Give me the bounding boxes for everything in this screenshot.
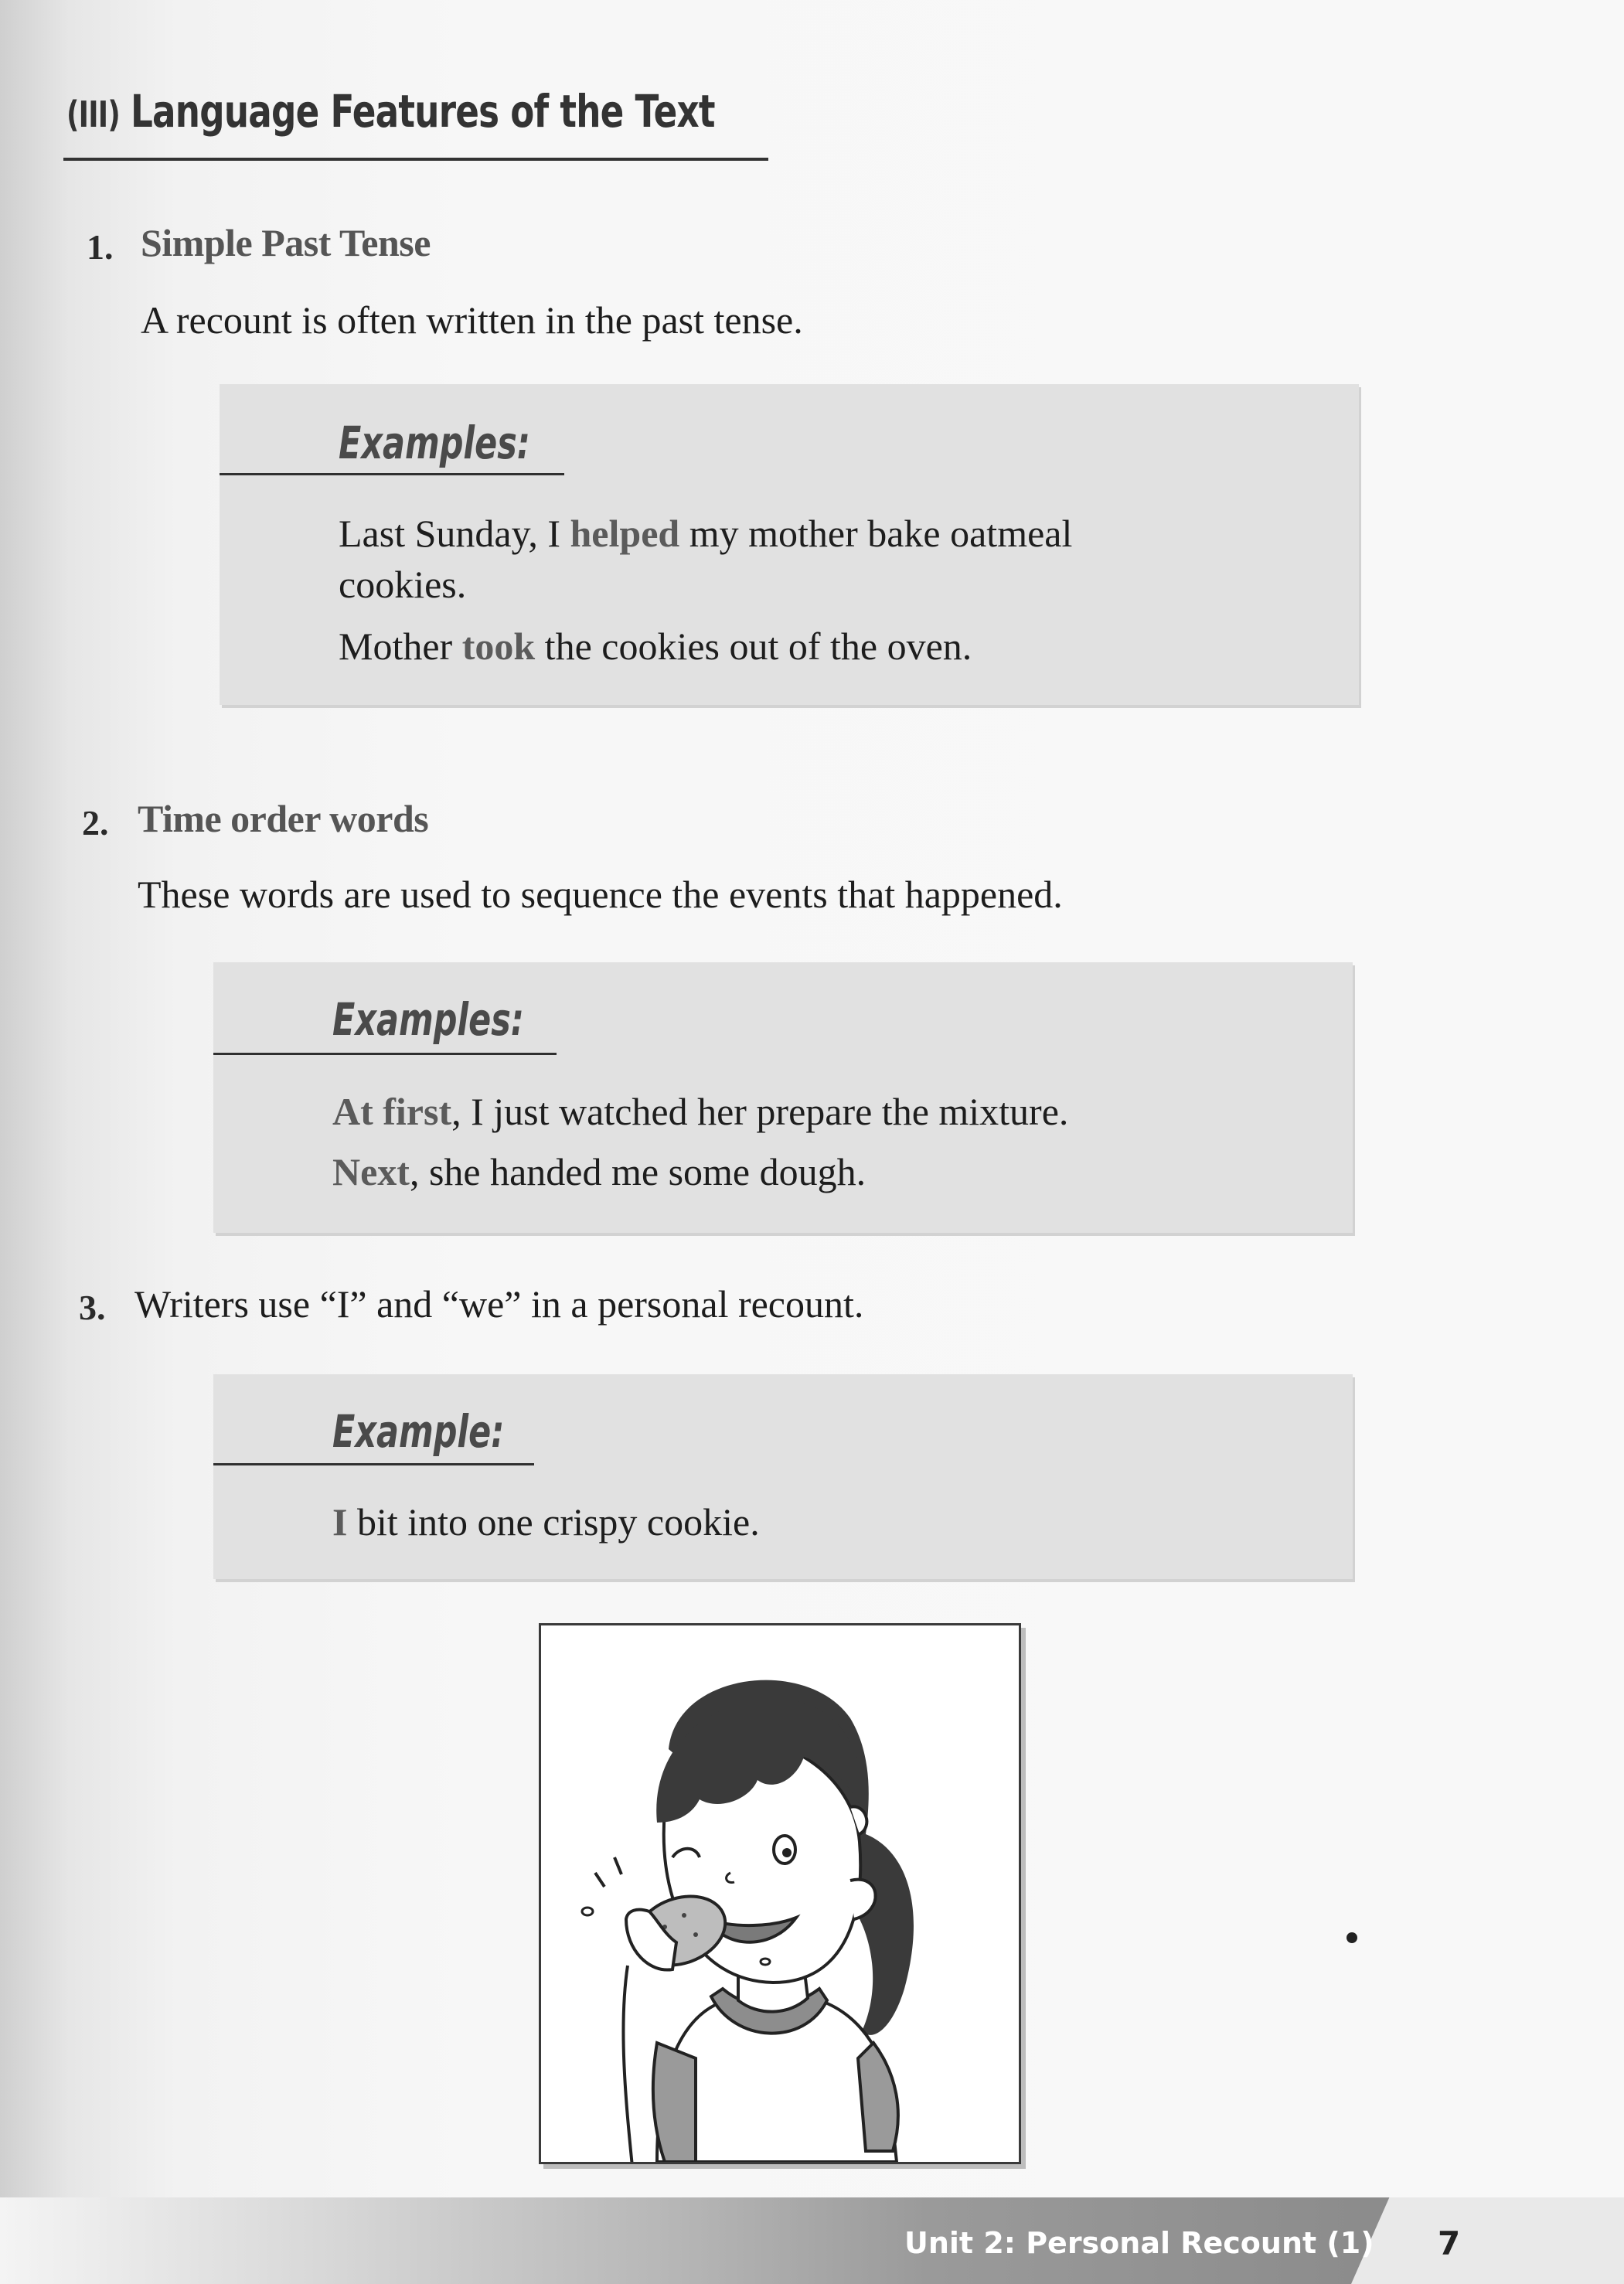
line-text: , she handed me some dough. (409, 1150, 866, 1193)
example-text (332, 1086, 1283, 1197)
highlighted-word: At first (332, 1090, 452, 1133)
crumb (582, 1908, 593, 1915)
example-label: Examples: (339, 417, 530, 469)
illustration-drawing (541, 1625, 1019, 2162)
section-heading (66, 85, 715, 138)
line-text: Mother (339, 625, 462, 668)
item-2-title: Time order words (138, 797, 429, 840)
section-roman: (III) (66, 94, 120, 135)
line-text: Last Sunday, I (339, 512, 570, 555)
sleeve-right (858, 2043, 898, 2151)
item-2-text: These words are used to sequence the events that happened. (138, 873, 1063, 916)
example-box-2 (213, 962, 1353, 1233)
item-3-number: 3. (79, 1288, 106, 1327)
example-box-1 (220, 384, 1359, 705)
ink-speck (1347, 1932, 1357, 1943)
example-line (332, 1146, 1283, 1197)
example-label-underline (213, 1463, 534, 1465)
line-text: the cookies out of the oven. (535, 625, 972, 668)
sleeve-left (653, 2043, 696, 2162)
example-line (339, 621, 1289, 672)
example-label: Examples: (332, 993, 524, 1046)
girl-eating-cookie-illustration (539, 1623, 1021, 2164)
highlighted-word: I (332, 1500, 348, 1544)
example-box-3 (213, 1374, 1353, 1579)
line-text: bit into one crispy cookie. (347, 1500, 760, 1544)
highlighted-word: helped (570, 512, 680, 555)
highlighted-word: took (461, 625, 536, 668)
example-label: Example: (332, 1405, 505, 1458)
footer-unit-title: Unit 2: Personal Recount (1) (904, 2226, 1374, 2260)
pupil (782, 1848, 792, 1857)
crumb-mark (615, 1857, 621, 1874)
section-heading-underline (63, 158, 768, 161)
example-line (339, 508, 1289, 559)
item-3-text: Writers use “I” and “we” in a personal recount. (134, 1282, 864, 1326)
example-line-main (339, 508, 1072, 559)
item-1-number: 1. (87, 227, 114, 267)
highlighted-word: Next (332, 1150, 410, 1193)
example-label-underline (213, 1053, 557, 1055)
example-text (339, 508, 1289, 672)
item-1-text: A recount is often written in the past tense. (141, 298, 803, 342)
line-text: cookies. (339, 563, 467, 606)
page-number: 7 (1438, 2224, 1461, 2262)
crumb-mark (595, 1873, 604, 1887)
example-text (332, 1496, 1283, 1547)
example-line (332, 1496, 1283, 1547)
item-1-title: Simple Past Tense (141, 221, 431, 264)
footer-page-tab (1351, 2197, 1624, 2284)
section-title: Language Features of the Text (130, 85, 715, 138)
example-line (339, 559, 1289, 610)
line-text: my mother bake oatmeal (679, 512, 1073, 555)
line-text: , I just watched her prepare the mixture. (451, 1090, 1069, 1133)
example-label-underline (220, 473, 564, 475)
item-2-number: 2. (82, 803, 109, 842)
example-line (332, 1086, 1283, 1137)
arm (623, 1966, 632, 2162)
